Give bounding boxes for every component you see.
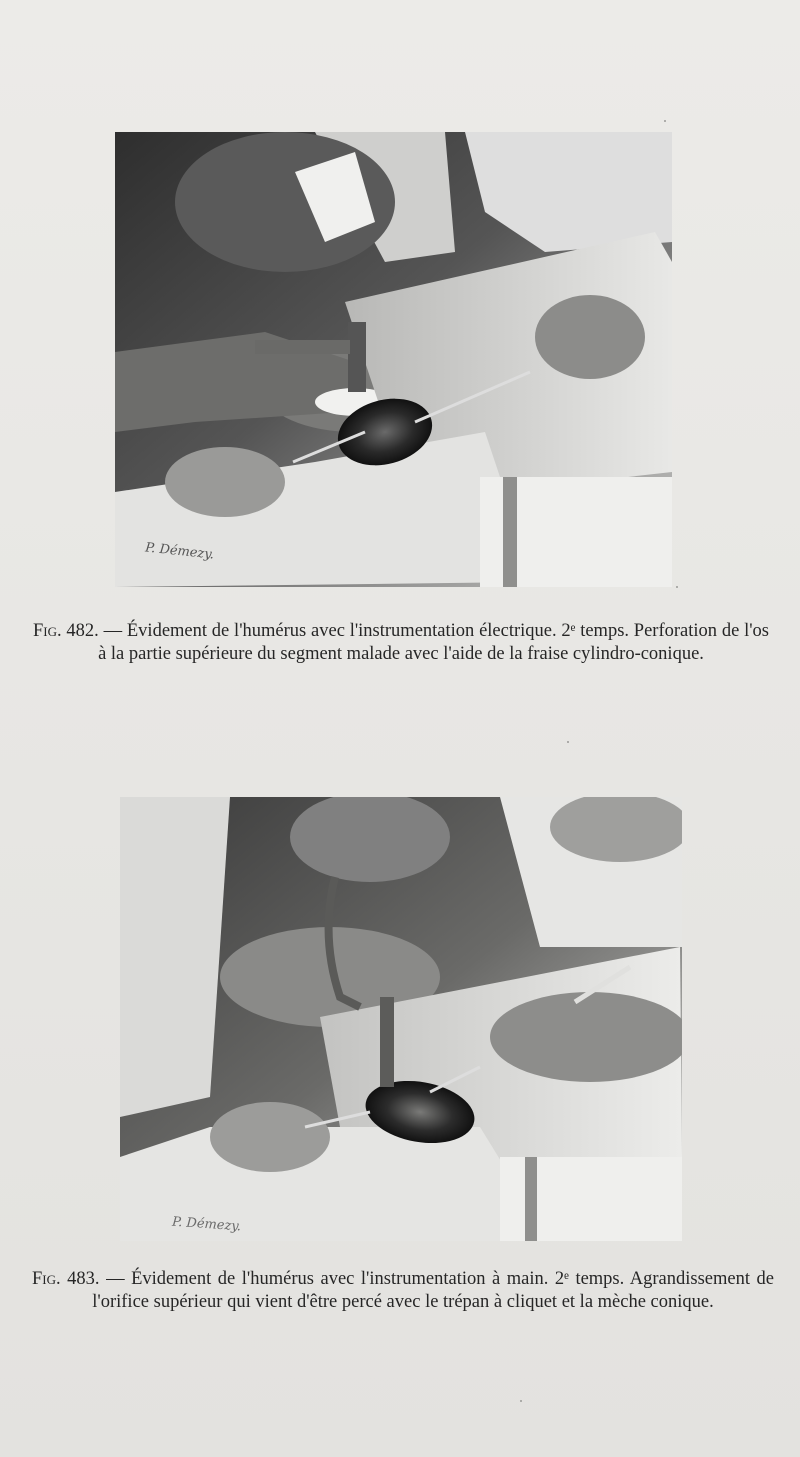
figure-482-caption-text: — Évidement de l'humérus avec l'instrumentation électrique. 2ᵉ temps. Perforation de l'os à la partie supérieure du segment malade avec l'aide de la fraise cylindro-conique. — [98, 621, 769, 664]
paper-speck — [567, 741, 569, 743]
figure-483-caption — [32, 1268, 774, 1314]
figure-482-caption — [33, 620, 769, 666]
paper-speck — [676, 586, 678, 588]
artist-signature-482: P. Démezy. — [144, 540, 215, 563]
figure-483-caption-text: — Évidement de l'humérus avec l'instrumentation à main. 2ᵉ temps. Agrandissement de l'orifice supérieur qui vient d'être percé avec le trépan à cliquet et la mèche conique. — [92, 1269, 774, 1312]
figure-482-photograph — [115, 132, 672, 587]
surgery-photo-483 — [120, 797, 682, 1241]
paper-speck — [664, 120, 666, 122]
figure-483-photograph — [120, 797, 682, 1241]
paper-speck — [520, 1400, 522, 1402]
artist-signature-483: P. Démezy. — [171, 1214, 242, 1235]
figure-482-label: Fig. 482. — [33, 621, 99, 641]
figure-483-label: Fig. 483. — [32, 1269, 100, 1289]
surgery-photo-482 — [115, 132, 672, 587]
